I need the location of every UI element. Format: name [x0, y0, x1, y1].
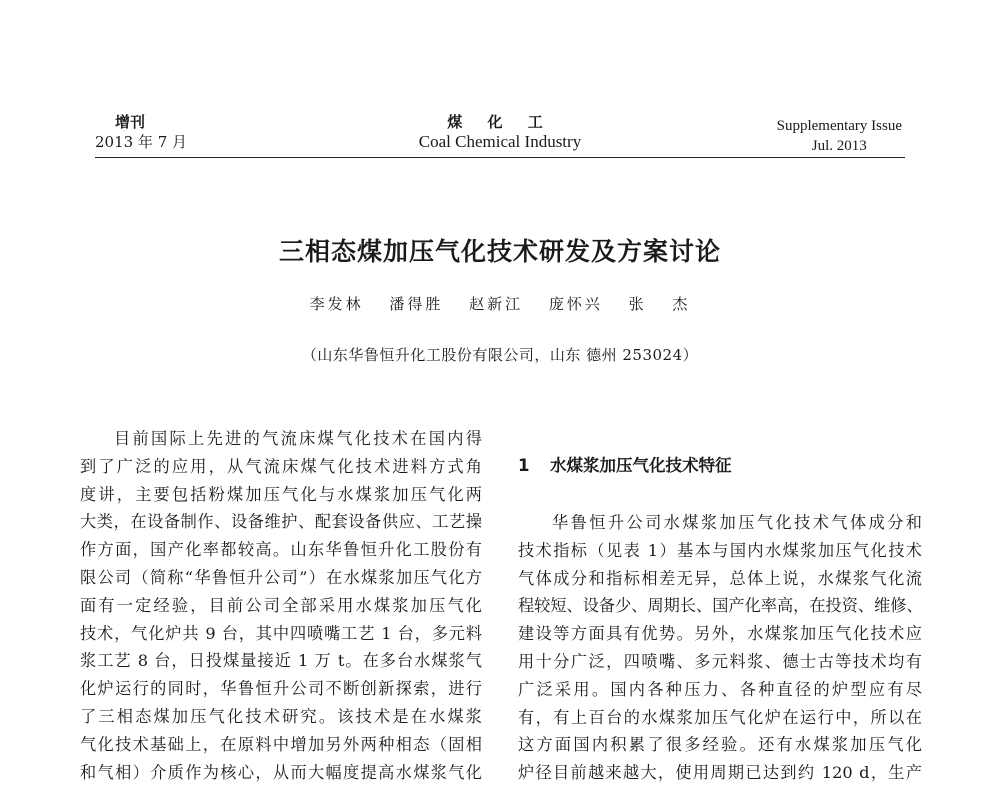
journal-name-cn: 煤 化 工: [447, 113, 553, 131]
body-line: 作方面，国产化率都较高。山东华鲁恒升化工股份有: [80, 540, 482, 560]
section-title: 水煤浆加压气化技术特征: [550, 456, 732, 475]
body-line: 和气相）介质作为核心，从而大幅度提高水煤浆气化: [80, 762, 482, 782]
body-line: 技术，气化炉共 9 台，其中四喷嘴工艺 1 台，多元料: [80, 623, 482, 643]
section-heading: [518, 452, 732, 476]
issue-date-cn: 2013 年 7 月: [95, 133, 188, 151]
body-line: 华鲁恒升公司水煤浆加压气化技术气体成分和: [552, 513, 922, 532]
section-number: 1: [518, 456, 530, 475]
body-line: 有，有上百台的水煤浆加压气化炉在运行中，所以在: [518, 707, 922, 727]
body-line: 技术指标（见表 1）基本与国内水煤浆加压气化技术: [518, 540, 922, 560]
body-line: 目前国际上先进的气流床煤气化技术在国内得: [114, 429, 482, 448]
body-line: 限公司（简称“华鲁恒升公司”）在水煤浆加压气化方: [80, 567, 482, 587]
body-column-right: [518, 509, 922, 787]
header-rule: [95, 157, 905, 158]
body-line: 大类，在设备制作、设备维护、配套设备供应、工艺操: [80, 512, 482, 532]
issue-date-en: Jul. 2013: [811, 138, 867, 154]
header-left: [95, 112, 187, 152]
issue-label-en: Supplementary Issue: [776, 118, 902, 134]
body-line: 度讲，主要包括粉煤加压气化与水煤浆加压气化两: [80, 484, 482, 504]
article-affiliation: （山东华鲁恒升化工股份有限公司，山东 德州 253024）: [301, 346, 699, 364]
body-line: 广泛采用。国内各种压力、各种直径的炉型应有尽: [518, 679, 922, 699]
body-line: 化炉运行的同时，华鲁恒升公司不断创新探索，进行: [80, 679, 482, 699]
body-line: 这方面国内积累了很多经验。还有水煤浆加压气化: [518, 735, 922, 755]
article-authors: 李发林 潘得胜 赵新江 庞怀兴 张 杰: [309, 295, 691, 313]
body-line: 气体成分和指标相差无异，总体上说，水煤浆气化流: [518, 568, 922, 588]
body-line: 到了广泛的应用，从气流床煤气化技术进料方式角: [80, 456, 482, 476]
header-right: [777, 116, 902, 156]
article-title: 三相态煤加压气化技术研发及方案讨论: [278, 237, 721, 266]
body-line: 炉径目前越来越大，使用周期已达到约 120 d，生产: [518, 763, 922, 783]
journal-name-en: Coal Chemical Industry: [418, 132, 582, 151]
body-line: 程较短、设备少、周期长、国产化率高，在投资、维修、: [518, 596, 923, 616]
issue-label-cn: 增刊: [115, 113, 146, 131]
header-center: [330, 112, 670, 152]
body-line: 用十分广泛，四喷嘴、多元料浆、德士古等技术均有: [518, 651, 922, 671]
body-line: 建设等方面具有优势。另外，水煤浆加压气化技术应: [518, 624, 922, 644]
body-line: 气化技术基础上，在原料中增加另外两种相态（固相: [80, 734, 482, 754]
body-column-left: [80, 425, 482, 786]
body-line: 面有一定经验，目前公司全部采用水煤浆加压气化: [80, 595, 482, 615]
running-header: [80, 112, 920, 160]
body-line: 浆工艺 8 台，日投煤量接近 1 万 t。在多台水煤浆气: [80, 651, 482, 671]
body-line: 了三相态煤加压气化技术研究。该技术是在水煤浆: [80, 706, 482, 726]
